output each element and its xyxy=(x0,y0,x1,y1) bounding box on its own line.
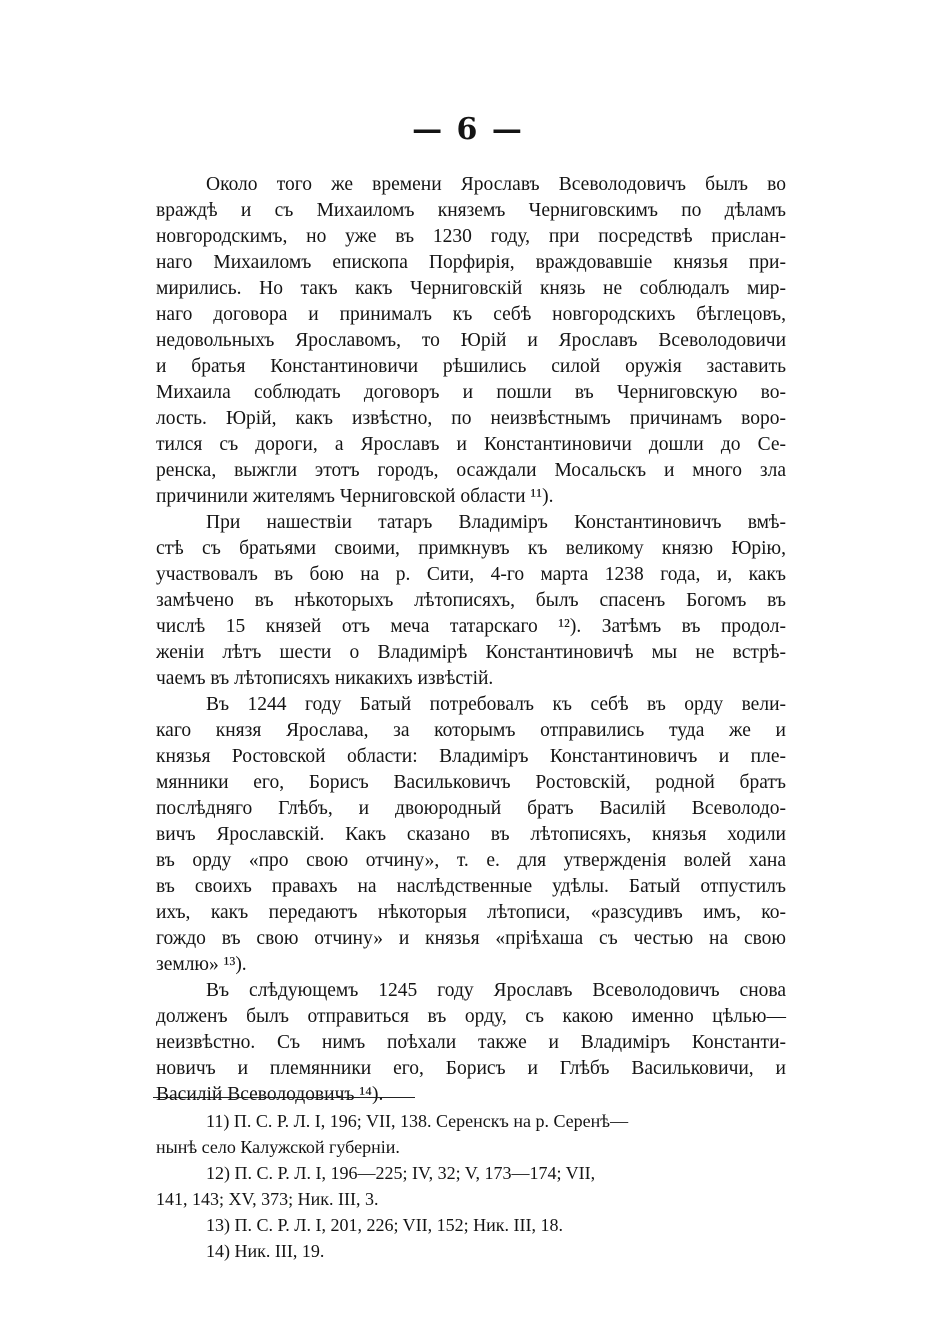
text-line: недовольныхъ Ярославомъ, то Юрій и Ярославъ Всеволодовичи xyxy=(156,330,786,351)
text-line: землю» ¹³). xyxy=(156,954,247,975)
page-number: — 6 — xyxy=(412,112,524,147)
text-line: Въ 1244 году Батый потребовалъ къ себѣ въ орду вели- xyxy=(206,694,786,715)
text-line: князья Ростовской области: Владиміръ Константиновичъ и пле- xyxy=(156,746,786,767)
text-line: Въ слѣдующемъ 1245 году Ярославъ Всеволодовичъ снова xyxy=(206,980,786,1001)
footnote xyxy=(156,1160,786,1212)
footnote xyxy=(156,1212,786,1238)
text-line: неизвѣстно. Съ нимъ поѣхали также и Владиміръ Константи- xyxy=(156,1032,786,1053)
paragraph xyxy=(156,172,786,510)
text-line: Василій Всеволодовичъ ¹⁴). xyxy=(156,1084,384,1105)
footnote-line: 141, 143; XV, 373; Ник. III, 3. xyxy=(156,1189,379,1209)
text-line: новичъ и племянники его, Борисъ и Глѣбъ Васильковичи, и xyxy=(156,1058,786,1079)
text-line: Около того же времени Ярославъ Всеволодовичъ былъ во xyxy=(206,174,786,195)
footnote-line: нынѣ село Калужской губерніи. xyxy=(156,1137,400,1157)
text-line: враждѣ и съ Михаиломъ княземъ Черниговскимъ по дѣламъ xyxy=(156,200,786,221)
text-line: вичъ Ярославскій. Какъ сказано въ лѣтописяхъ, князья ходили xyxy=(156,824,786,845)
text-line: чаемъ въ лѣтописяхъ никакихъ извѣстій. xyxy=(156,668,494,689)
text-line: въ орду «про свою отчину», т. е. для утвержденія волей хана xyxy=(156,850,786,871)
text-line: послѣдняго Глѣбъ, и двоюродный братъ Василій Всеволодо- xyxy=(156,798,786,819)
footnote-line: 11) П. С. Р. Л. I, 196; VII, 138. Серенскъ на р. Серенѣ— xyxy=(206,1111,629,1131)
text-line: При нашествіи татаръ Владиміръ Константиновичъ вмѣ- xyxy=(206,512,786,533)
text-line: участвовалъ въ бою на р. Сити, 4-го марта 1238 года, и, какъ xyxy=(156,564,786,585)
text-line: наго договора и принималъ къ себѣ новгородскихъ бѣглецовъ, xyxy=(156,304,786,325)
text-line: мянники его, Борисъ Васильковичъ Ростовскій, родной братъ xyxy=(156,772,786,793)
paragraph xyxy=(156,510,786,692)
text-line: ихъ, какъ передаютъ нѣкоторыя лѣтописи, «разсудивъ имъ, ко- xyxy=(156,902,786,923)
text-line: въ своихъ правахъ на наслѣдственные удѣлы. Батый отпустилъ xyxy=(156,876,786,897)
footnote-divider xyxy=(153,1097,415,1098)
text-line: женіи лѣтъ шести о Владимірѣ Константиновичѣ мы не встрѣ- xyxy=(156,642,786,663)
text-line: мирились. Но такъ какъ Черниговскій князь не соблюдалъ мир- xyxy=(156,278,786,299)
text-line: стѣ съ братьями своими, примкнувъ къ великому князю Юрію, xyxy=(156,538,786,559)
text-line: новгородскимъ, но уже въ 1230 году, при посредствѣ прислан- xyxy=(156,226,786,247)
footnote-line: 13) П. С. Р. Л. I, 201, 226; VII, 152; Ник. III, 18. xyxy=(206,1215,563,1235)
footnotes xyxy=(156,1108,786,1264)
text-line: замѣчено въ нѣкоторыхъ лѣтописяхъ, былъ спасенъ Богомъ въ xyxy=(156,590,786,611)
text-line: причинили жителямъ Черниговской области ¹¹). xyxy=(156,486,554,507)
text-line: каго князя Ярослава, за которымъ отправились туда же и xyxy=(156,720,786,741)
text-line: и братья Константиновичи рѣшились силой оружія заставить xyxy=(156,356,786,377)
footnote xyxy=(156,1108,786,1160)
text-line: Михаила соблюдать договоръ и пошли въ Черниговскую во- xyxy=(156,382,786,403)
paragraph xyxy=(156,978,786,1108)
text-line: тился съ дороги, а Ярославъ и Константиновичи дошли до Се- xyxy=(156,434,786,455)
footnote-line: 14) Ник. III, 19. xyxy=(206,1241,325,1261)
text-line: числѣ 15 князей отъ меча татарскаго ¹²). Затѣмъ въ продол- xyxy=(156,616,786,637)
footnote-line: 12) П. С. Р. Л. I, 196—225; IV, 32; V, 173—174; VII, xyxy=(206,1163,596,1183)
paragraph xyxy=(156,692,786,978)
text-line: ренска, выжгли этотъ городъ, осаждали Мосальскъ и много зла xyxy=(156,460,786,481)
text-line: наго Михаиломъ епископа Порфирія, враждовавшіе князья при- xyxy=(156,252,786,273)
body-text xyxy=(156,172,786,1108)
text-line: гождо въ свою отчину» и князья «пріѣхаша съ честью на свою xyxy=(156,928,786,949)
footnote xyxy=(156,1238,786,1264)
text-line: долженъ былъ отправиться въ орду, съ какою именно цѣлью— xyxy=(156,1006,786,1027)
text-line: лость. Юрій, какъ извѣстно, по неизвѣстнымъ причинамъ воро- xyxy=(156,408,786,429)
